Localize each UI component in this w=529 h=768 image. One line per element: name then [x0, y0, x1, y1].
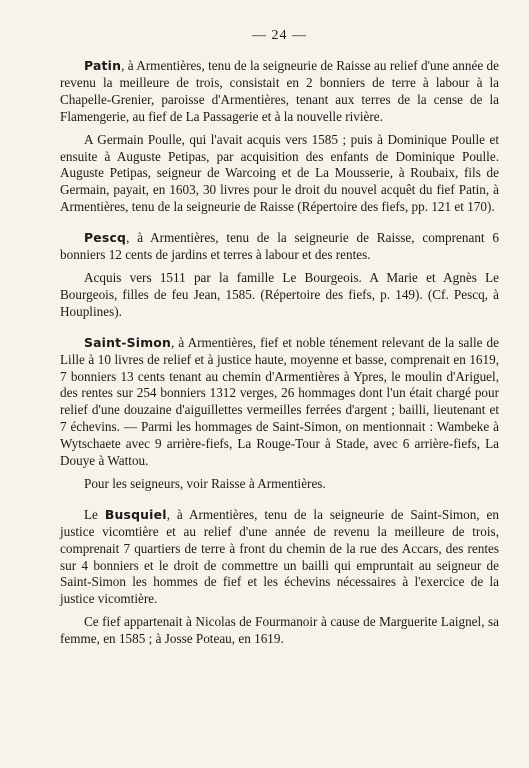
entry-paragraph: Pour les seigneurs, voir Raisse à Armentières.: [84, 475, 326, 491]
entry-paragraph: Acquis vers 1511 par la famille Le Bourgeois. A Marie et Agnès Le Bourgeois, filles de feu Jean, 1585. (Répertoire des fiefs, p. 149). (Cf. Pescq, à Houplines).: [60, 269, 499, 319]
entry-paragraph: Ce fief appartenait à Nicolas de Fourmanoir à cause de Marguerite Laignel, sa femme, en 1585 ; à Josse Poteau, en 1619.: [60, 614, 499, 647]
page-number: — 24 —: [252, 28, 307, 43]
entry-pescq: [60, 230, 499, 321]
entry-paragraph: A Germain Poulle, qui l'avait acquis vers 1585 ; puis à Dominique Poulle et ensuite à Auguste Petipas, par acquisition des enfants de Dominique Poulle. Auguste Petipas, seigneur de Warcoing et de La Mousserie, à Roubaix, fils de Germain, payait, en 1603, 30 livres pour le droit du nouvel acquêt du fief Patin, à Armentières, tenu de la seigneurie de Raisse (Répertoire des fiefs, pp. 121 et 170).: [60, 131, 499, 215]
entry-text: , à Armentières, tenu de la seigneurie de Saint-Simon, en justice vicomtière et au relief d'une année de revenu la meilleure de trois, comprenait 7 quartiers de terre à front du chemin de la rue des Accars, des rentes sur 4 bonniers et le droit de commettre un bailli qui empruntait au seigneur de Saint-Simon les hommes de fief et les échevins nécessaires à l'exercice de la justice vicomtière.: [60, 506, 499, 607]
entry-paragraph: [60, 230, 499, 264]
fief-name: Saint-Simon: [84, 334, 172, 350]
entry-text: , à Armentières, tenu de la seigneurie de Raisse, comprenant 6 bonniers 12 cents de jardins et terres à labour et des rentes.: [60, 230, 499, 263]
fief-name: Patin: [84, 58, 122, 73]
entry-paragraph: [60, 58, 499, 126]
entry-paragraph: [60, 335, 499, 470]
entry-paragraph: [60, 507, 499, 608]
fief-name: Pescq: [84, 230, 127, 246]
entry-prefix: Le: [84, 506, 105, 522]
entry-text: , à Armentières, tenu de la seigneurie de Raisse au relief d'une année de revenu la meilleure de trois, consistait en 2 bonniers de terre à labour à la Chapelle-Grenier, paroisse d'Armentières, tenant aux terres de la cense de la Flamengerie, au fief de La Passagerie et à la nouvelle rivière.: [60, 58, 499, 124]
entry-busquiel: [60, 507, 499, 648]
entry-saint-simon: [60, 335, 499, 493]
entry-patin: [60, 58, 499, 216]
entry-text: , à Armentières, fief et noble ténement relevant de la salle de Lille à 10 livres de relief et à justice haute, moyenne et basse, comprenait en 1619, 7 bonniers 13 cents tenant au chemin d'Armentières à Ypres, le moulin d'Ariguel, des rentes sur 254 bonniers 1312 verges, 26 hommages dont l'un était chargé pour relief d'une douzaine d'aiguillettes vermeilles ferrées d'argent ; bailli, lieutenant et 7 échevins. — Parmi les hommages de Saint-Simon, on mentionnait : Wambeke à Wytschaete avec 9 arrière-fiefs, La Rouge-Tour à Stade, avec 6 arrière-fiefs, La Douye à Wattou.: [60, 334, 499, 469]
fief-name: Busquiel: [104, 506, 167, 522]
